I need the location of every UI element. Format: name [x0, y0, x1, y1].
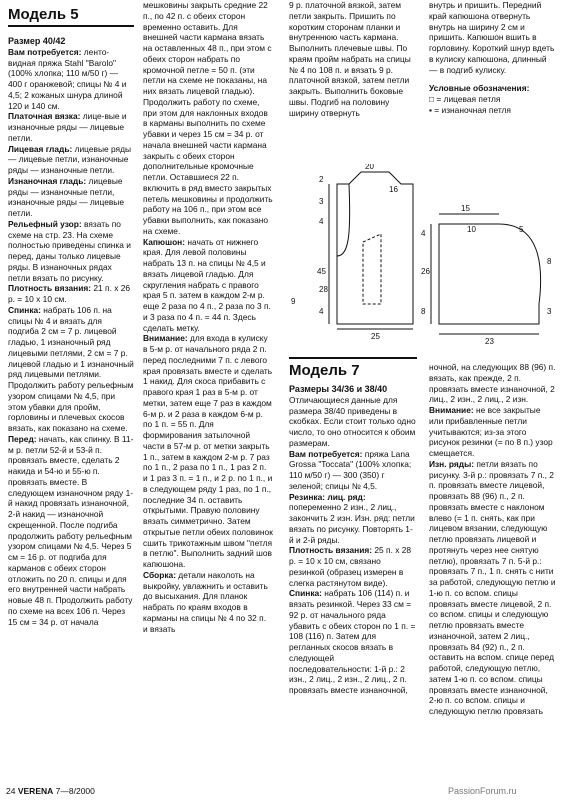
model5-column-1	[8, 36, 134, 627]
paragraph	[8, 305, 134, 434]
page-footer	[6, 786, 95, 796]
paragraph	[429, 459, 557, 717]
paragraph-text: 25 п. х 28 р. = 10 х 10 см, связано резинкой (образец измерен в слегка растянутом виде).	[289, 545, 412, 588]
paragraph	[8, 111, 134, 143]
dim-label: 15	[461, 204, 470, 213]
paragraph-heading: Плотность вязания:	[8, 283, 92, 294]
model5-col3-text: 9 р. платочной вязкой, затем петли закрыть. Пришить по коротким сторонам планки и внутреннюю часть кармана. Выполнить плечевые швы. По краям пройм набрать на спицы № 4 по 108 п. и вязать 9 р. платочной вязкой, затем петли закрыть. Выполнить боковые швы. Подгиб на половину ширину отвернуть	[289, 0, 411, 118]
paragraph	[429, 362, 557, 405]
model7-sizes: Размеры 34/36 и 38/40	[289, 384, 388, 394]
paragraph	[289, 588, 417, 696]
paragraph-text: пряжа Lana Grossa "Toccata" (100% хлопка; 110 м/50 г) — 300 (350) г зеленой; спицы № 4,5.	[289, 448, 412, 491]
paragraph-text: вязать по схеме на стр. 23. На схеме полностью приведены спинка и перед, даны только лицевые ряды. В изнаночных рядах петли вязать по рисунку.	[8, 218, 131, 283]
dim-label: 8	[547, 257, 552, 266]
dim-label: 4	[319, 217, 324, 226]
paragraph-text: начать, как спинку. В 11-м р. петли 52-й и 53-й п. провязать вместе, сделать 2 накида и 54-ю и 55-ю п. провязать вместе. В следующем изнаночном ряду 1-й накид провязать изнаночной, 2-й накид — изнаночной скрещенной. После подгиба продолжить работу рельефным узором спицами № 4,5. Через 5 см = 16 р. от подгиба для карманов с обеих сторон отложить по 20 п. спицы и для его внутренней части набрать новые 48 п. Продолжить работу по схеме на всех 106 п. Через 15 см = 34 р. от начала	[8, 433, 134, 627]
model7-column-2	[429, 362, 557, 717]
issue-number: 7—8/2000	[55, 786, 95, 796]
page-number: 24	[6, 786, 16, 796]
dim-label: 5	[519, 225, 524, 234]
model5-col4-text: внутрь и пришить. Передний край капюшона отвернуть внутрь на ширину 2 см и пришить. Капюшон вшить в горловину. Короткий шнур вдеть в кулиску капюшона, длинный — в подгиб кулиску.	[429, 0, 555, 75]
paragraph-text: Отличающиеся данные для размера 38/40 приведены в скобках. Если стоит только одно число, то оно относится к обоим размерам.	[289, 394, 416, 448]
paragraph-text: лице-вые и изнаночные ряды — лицевые петли.	[8, 111, 127, 143]
dim-label: 4	[421, 229, 426, 238]
paragraph	[8, 283, 134, 305]
model7-column-1	[289, 384, 417, 696]
paragraph	[289, 545, 417, 588]
model7-heading: Модель 7	[289, 362, 360, 379]
paragraph-heading: Спинка:	[289, 588, 322, 599]
paragraph	[143, 333, 273, 570]
paragraph	[8, 434, 134, 628]
dim-label: 28	[319, 285, 328, 294]
paragraph-heading: Вам потребуется:	[8, 46, 82, 57]
paragraph-text: для входа в кулиску в 5-м р. от начального ряда 2 п. перед последними 7 п. с левого края провязать вместе и сделать 1 накид. Для скоса прибавить с правого края 1 раз в 5-м р. от метки, затем еще 7 раз в каждом 6-м р. и 2 раза в каждом 6-м р. по 1 п. = 55 п. Для формирования затылочной части в 57-м р. от метки закрыть 1 п., затем в каждом 2-м р. 7 раз по 1 п., 2 раза по 1 п., 1 раз 2 п. и 1 раз 3 п. = 1 п., и 2 р. по 1 п., и в следующем ряду 1 раз, по 1 п., последние 34 п. оставить открытыми. Правую половину вязать симметрично. Затем открытые петли обеих половинок сшить трикотажным швом "петля в петлю". Выполнить задний шов капюшона.	[143, 333, 273, 569]
paragraph-text: набрать 106 п. на спицы № 4 и вязать для подгиба 2 см = 7 р. лицевой гладью, 1 изнаночный ряд лицевыми петлями, 2 см = 7 р. лицевой гладью и 1 изнаночный ряд лицевыми петлями. Продолжить работу рельефным узором спицами № 4,5, при этом убавки для пройм, горловины и плечевых скосов вязать, как показано на схеме.	[8, 304, 134, 433]
paragraph	[429, 405, 557, 459]
paragraph-heading: Рельефный узор:	[8, 218, 82, 229]
dim-label: 10	[467, 225, 476, 234]
paragraph-text: детали наколоть на выкройку, увлажнить и оставить до высыхания. Для планок набрать по краям входов в карманы на спицы № 4 по 32 п. и вязать	[143, 569, 268, 634]
paragraph-heading: Перед:	[8, 433, 37, 444]
legend-item-knit: □ = лицевая петля	[429, 94, 501, 104]
paragraph-heading: Плотность вязания:	[289, 545, 373, 556]
model5-col2b-text	[143, 237, 273, 635]
model5-col2-text: мешковины закрыть средние 22 п., по 42 п. с обеих сторон временно оставить. Для внешней части кармана вязать на оставленных 48 п., при этом с обеих сторон набрать по кромочной петле = 50 п. (эти петли на схеме не показаны, на них вязать лицевой гладью). Продолжить работу по схеме, при этом для наклонных входов в карманы выполнить по схеме убавки и через 15 см = 34 р. от начала внешней части кармана закрыть с обеих сторон дополнительные кромочные петли. Оставшиеся 22 п. включить в ряд вместо закрытых петель мешковины и продолжить работу на 106 п., при этом все убавки выполнить, как показано на схеме.	[143, 0, 273, 236]
paragraph-heading: Внимание:	[143, 333, 188, 344]
paragraph-heading: Изн. ряды:	[429, 458, 475, 469]
paragraph-heading: Изнаночная гладь:	[8, 175, 87, 186]
model5-col1-text	[8, 47, 134, 628]
model7-rule	[289, 357, 417, 359]
dim-label: 3	[319, 197, 324, 206]
paragraph-text: лицевые ряды — изнаночные петли, изнаночные ряды — лицевые петли.	[8, 175, 124, 218]
hood-outline	[439, 224, 541, 324]
paragraph-text: петли вязать по рисунку. 3-й р.: провязать 7 п., 2 п. провязать вместе лицевой, провязать 88 (96) п., 2 п. провязать вместе с наклоном влево (= 1 п. снять, как при лицевом вязании, следующую петлю провязать лицевой и протянуть через нее снятую петлю), провязать 7 п. 5-й р.: провязать 7 п., 1 п. снять с нити за работой, следующую петлю и 1-ю п. со вспом. спицы провязать вместе лицевой, 2 п. со вспом. спицы и следующую петлю провязать вместе изнаночной, затем 2 лиц., провязать 84 (92) п., 2 п. оставить на вспом. спице перед работой, следующую петлю, затем 1-ю п. со вспом. спицы провязать вместе изнаночной, 2-ю п. со вспом. спицы и следующую петлю провязать	[429, 458, 556, 716]
paragraph	[8, 144, 134, 176]
paragraph	[8, 219, 134, 284]
model5-heading: Модель 5	[8, 6, 79, 23]
paragraph	[143, 237, 273, 334]
paragraph	[289, 492, 417, 546]
paragraph-text: 21 п. х 26 р. = 10 х 10 см.	[8, 283, 131, 304]
dim-label: 26	[421, 267, 430, 276]
pattern-schematic	[289, 164, 559, 354]
paragraph-text: лицевые ряды — лицевые петли, изнаночные ряды — изнаночные петли.	[8, 143, 131, 175]
paragraph-text: не все закрытые или прибавленные петли учитываются; из-за этого рисунок резинки (= по 8 п.) узор смещается.	[429, 405, 553, 458]
paragraph-text: начать от нижнего края. Для левой половины набрать 13 п. на спицы № 4,5 и вязать лицевой гладью. Для скругления набрать с правого края 5 п. затем в каждом 2-м р. еще 2 раза по 4 п., 2 раза по 3 п. и 3 раза по 4 п. = 44 п. Здесь сделать метку.	[143, 236, 271, 333]
body-outline	[337, 172, 413, 324]
paragraph	[143, 570, 273, 635]
paragraph-text: ночной, на следующих 88 (96) п. вязать, как прежде, 2 п. провязать вместе изнаночной, 2 лиц., 2 изн., 2 лиц., 2 изн.	[429, 362, 556, 405]
paragraph-heading: Платочная вязка:	[8, 111, 81, 122]
model7-col1-text	[289, 395, 417, 696]
dim-label: 2	[319, 175, 324, 184]
model5-column-3	[289, 0, 417, 118]
dim-label: 4	[319, 307, 324, 316]
model5-column-2	[143, 0, 273, 634]
paragraph-heading: Спинка:	[8, 304, 41, 315]
armhole-line	[337, 184, 350, 256]
dim-label: 8	[421, 307, 426, 316]
paragraph-heading: Резинка: лиц. ряд:	[289, 491, 366, 502]
paragraph	[289, 395, 417, 449]
paragraph-heading: Внимание:	[429, 405, 474, 415]
model5-column-4	[429, 0, 557, 116]
paragraph	[8, 176, 134, 219]
paragraph	[289, 449, 417, 492]
paragraph-heading: Капюшон:	[143, 236, 186, 247]
dim-label: 23	[485, 337, 494, 346]
watermark: PassionForum.ru	[448, 786, 517, 796]
dim-label: 16	[389, 185, 398, 194]
paragraph-text: попеременно 2 изн., 2 лиц., закончить 2 изн. Изн. ряд: петли вязать по рисунку. Повторять 1-й и 2-й ряды.	[289, 502, 415, 545]
paragraph-text: набрать 106 (114) п. и вязать резинкой. Через 33 см = 92 р. от начального ряда убавить с обеих сторон по 1 п. = 108 (116) п. Затем для регланных скосов вязать в следующей последовательности: 1-й р.: 2 изн., 2 лиц., 2 изн., 2 лиц., 2 п. провязать вместе изнаночной,	[289, 588, 416, 695]
dim-label: 45	[317, 267, 326, 276]
paragraph-heading: Вам потребуется:	[289, 448, 363, 459]
legend-item-purl: ▪ = изнаночная петля	[429, 104, 511, 115]
paragraph-text: ленто-видная пряжа Stahl "Barolo" (100% хлопка; 110 м/50 г) — 400 г оранжевой; спицы № 4 и 4,5; 2 кожаных шнура длиной 120 и 140 см.	[8, 46, 127, 111]
model7-col2-text	[429, 362, 557, 717]
dim-label: 3	[547, 307, 552, 316]
model5-size: Размер 40/42	[8, 36, 66, 46]
pocket-outline	[363, 234, 381, 304]
dim-label: 25	[371, 332, 380, 341]
heading-rule	[8, 25, 134, 27]
paragraph-heading: Лицевая гладь:	[8, 143, 73, 154]
magazine-name: VERENA	[17, 786, 54, 796]
paragraph-heading: Сборка:	[143, 569, 176, 580]
legend-title: Условные обозначения:	[429, 83, 530, 94]
paragraph	[8, 47, 134, 112]
dim-label: 20	[365, 164, 374, 171]
dim-label: 9	[291, 297, 296, 306]
